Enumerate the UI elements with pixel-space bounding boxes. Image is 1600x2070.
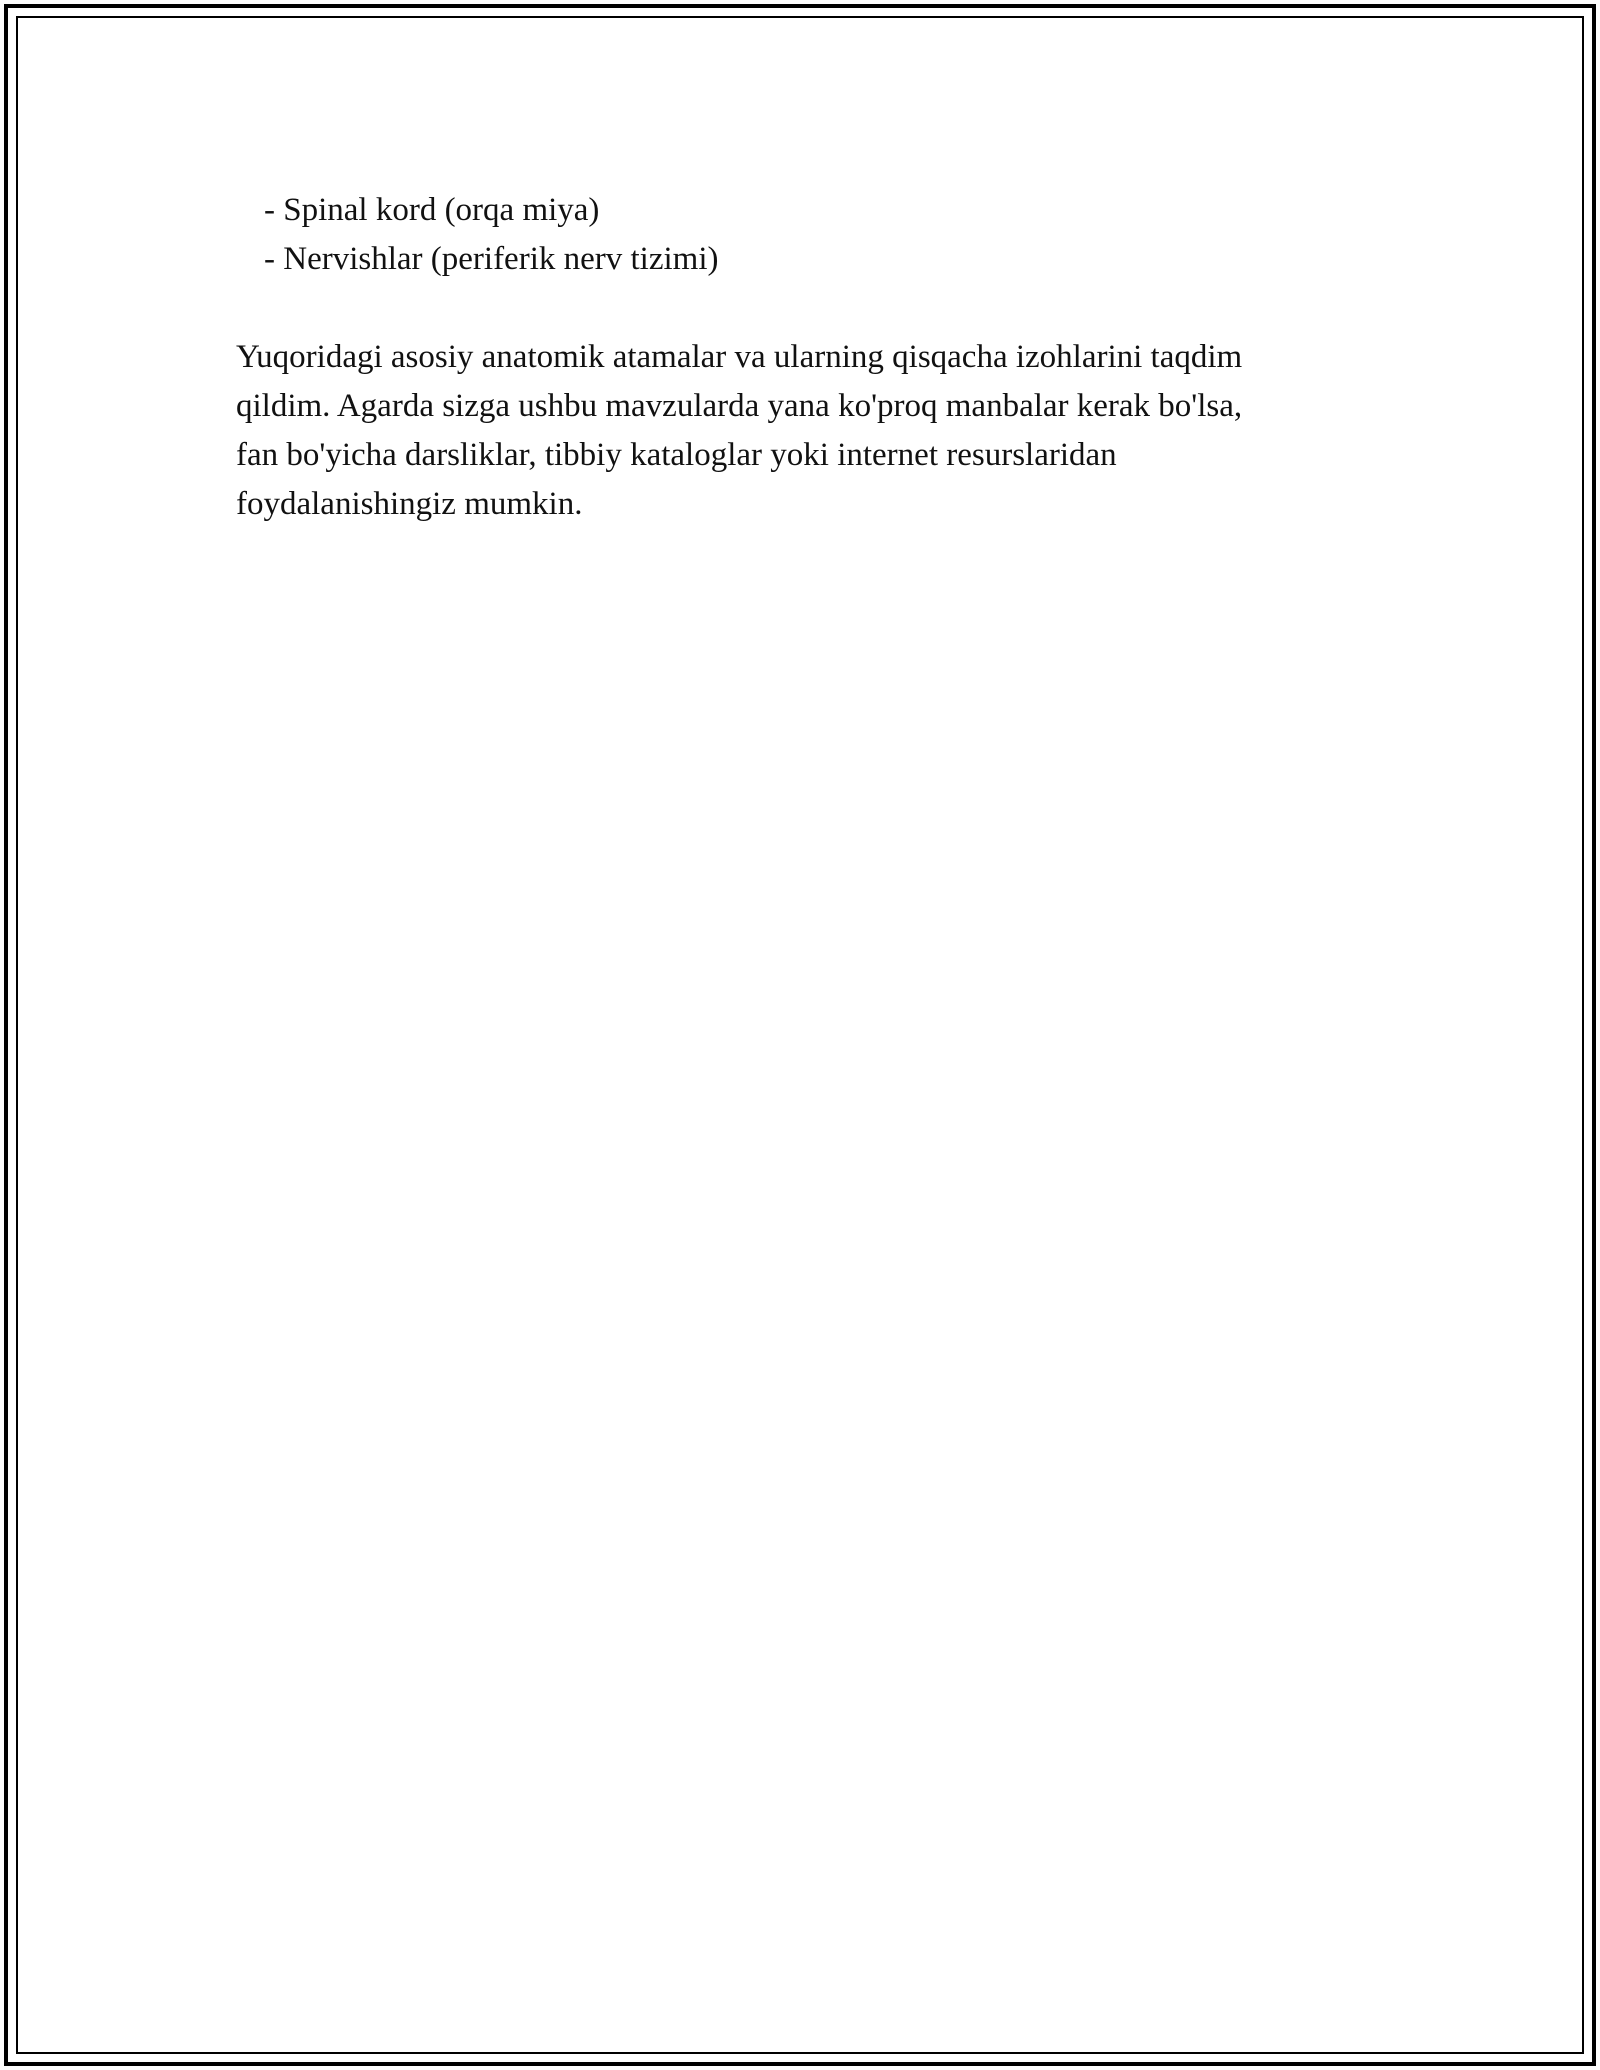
paragraph-line: fan bo'yicha darsliklar, tibbiy kataloglar yoki internet resurslaridan [236, 437, 1117, 473]
list-item: - Spinal kord (orqa miya) [264, 192, 600, 228]
closing-paragraph [236, 333, 1376, 529]
document-body [236, 186, 1376, 529]
paragraph-line: foydalanishingiz mumkin. [236, 486, 583, 522]
list-item: - Nervishlar (periferik nerv tizimi) [264, 241, 719, 277]
paragraph-line: qildim. Agarda sizga ushbu mavzularda yana ko'proq manbalar kerak bo'lsa, [236, 388, 1243, 424]
bullet-list [236, 186, 1376, 284]
paragraph-line: Yuqoridagi asosiy anatomik atamalar va ularning qisqacha izohlarini taqdim [236, 339, 1243, 375]
